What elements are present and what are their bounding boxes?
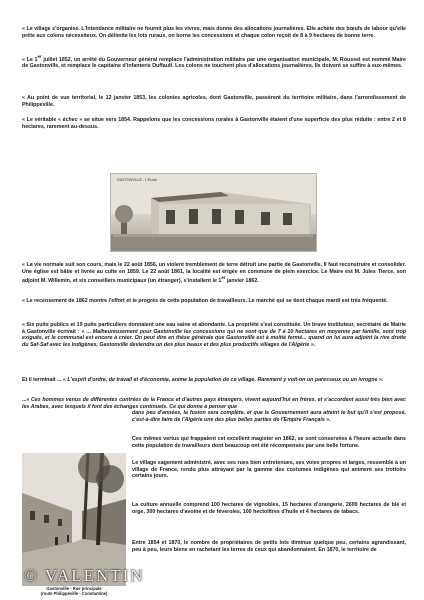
paragraph-organisation: « Le village s'organise. L'Intendance militaire ne fournit plus les vivres, mais donne des allocations journalières. Elle achète des bœufs de labour qu'elle prête aux colons nécessiteux. On délimite les lots ruraux, on borne les concessions et chaque colon reçoit de 8 à 9 hectares de bonne terre. xyxy=(22,26,406,39)
paragraph-culture-annuelle: La culture annuelle comprend 100 hectares de vignobles, 15 hectares d'orangerie, 2600 hectares de blé et orge, 300 hectares d'avoine et de féveroles, 100 hectolitres d'huile et 4 hectares de tabacs. xyxy=(132,502,406,515)
paragraph-echec-1854: « Le véritable « échec » se situe vers 1854. Rappelons que les concessions rurales à Gastonville étaient d'une superficie des plus réduite : entre 2 et 8 hectares, rarement au-dessus. xyxy=(22,117,406,130)
paragraph-arrete-1852: « Le 1er juillet 1852, un arrêté du Gouverneur général remplace l'administration militaire par une organisation municipale, M. Roussel est nommé Maire de Gastonville, et remplace le capitaine d'infanterie Duffault. Les colons ne touchent plus d'allocations journalières. Ils doivent se suffire à eux-mêmes. xyxy=(22,54,406,70)
paragraph-hommes-venus: ...« Ces hommes venus de différentes contrées de la France et d'autres pays étrangers, vivent aujourd'hui en frères, et s'accordent aussi très bien avec les Arabes, avec lesquels il font des échanges continuels. Ce qui donne à penser que xyxy=(22,397,406,410)
paragraph-proprietaires-1854-1870: Entre 1854 et 1870, le nombre de propriétaires de petits lots diminue quelque peu, certains agrandissant, peu à peu, leurs biens en rachetant les terres de ceux qui abandonnaient. En 1870, le territoire de xyxy=(132,540,406,553)
watermark-copyright: © VALENTIN xyxy=(24,566,145,585)
paragraph-recensement-1862: « Le recensement de 1862 montre l'effort et le progrès de cette population de travailleurs. Le marché qui se tient chaque mardi est très fréquenté. xyxy=(22,298,388,304)
paragraph-territorial-1853: « Au point de vue territorial, le 12 janvier 1853, les colonies agricoles, dont Gastonville, passèrent du territoire militaire, dans l'arrondissement de Philippeville. xyxy=(22,95,406,108)
paragraph-puits-instituteur: « Six puits publics et 19 puits particuliers donnaient une eau saine et abondante. La propriété s'est constituée. Un brave instituteur, secrétaire de Mairie à Gastonville écrivait : « ... Malheureusement pour Gastonville les concessions qui ne sont que de 7 à 10 hectares en moyenne par famille, sont trop exiguës, et le communal est encore à créer. On peut dire en thèse générale que Gastonville est à moitié fermé... quand on lui aura adjoint la rive droite du Saf-Saf avec les Indigènes, Gastonville deviendra un des plus beaux et des plus productifs villages de l'Algérie ». xyxy=(22,322,406,348)
paragraph-fusion-complete: dans peu d'années, la fusion sera complète, et que le Gouvernement aura atteint le but qu'il s'est proposé, c'est-à-dire faire de l'Algérie une des plus belles parties de l'Empire Français ». xyxy=(132,410,406,423)
street-photo-caption: Gastonville - Rue principale (route Philippeville - Constantine) xyxy=(40,586,108,596)
paragraph-vertus: Ces mêmes vertus qui frappaient cet excellent magister en 1862, se sont conservées à l'heure actuelle dans cette population de travailleurs dont beaucoup ont été récompensés par une belle fortune. xyxy=(132,436,406,449)
school-postcard-photo xyxy=(110,173,317,252)
paragraph-il-terminait: Et il terminait ... « L'esprit d'ordre, de travail et d'économie, anime la population de ce village. Rarement y voit-on un paresseux ou un ivrogne ». xyxy=(22,377,384,383)
school-building-illustration xyxy=(111,174,316,251)
school-photo-caption: GASTONVILLE - L'École xyxy=(117,178,157,182)
paragraph-village-administre: Le village sagement administré, avec ses rues bien entretenues, ses voies propres et larges, ressemble à un village de France, rendu plus attrayant par la gamme des costumes indigènes qui animent ses trottoirs certains jours. xyxy=(132,460,406,480)
paragraph-tremblement-1856: « La vie normale suit son cours, mais le 22 août 1856, un violent tremblement de terre détruit une partie de Gastonville. Il faut reconstruire et consolider. Une église est bâtie et livrée au culte en 1859. Le 22 août 1861, la localité est érigée en commune de plein exercice. Le Maire est M. Jules Tierce, son adjoint M. Willemin, et six conseillers municipaux (un étranger), s'installent le 1er janvier 1862. xyxy=(22,262,406,284)
